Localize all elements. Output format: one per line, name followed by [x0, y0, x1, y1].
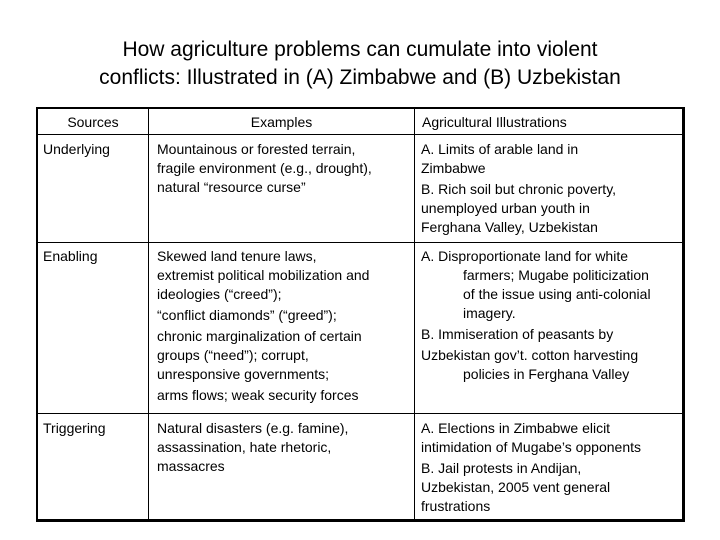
row-divider [38, 413, 682, 414]
row-divider [38, 242, 682, 243]
example-line: Natural disasters (e.g. famine), [157, 420, 349, 436]
conflict-sources-table [36, 107, 685, 522]
header-agricultural-illustrations: Agricultural Illustrations [422, 114, 567, 130]
illustration-paragraph [421, 346, 683, 384]
illustration-line: Zimbabwe [421, 160, 486, 176]
example-line: arms flows; weak security forces [157, 387, 359, 403]
illustration-line: A. Disproportionate land for white [421, 248, 628, 264]
example-line: fragile environment (e.g., drought), [157, 160, 372, 176]
illustration-paragraph [421, 180, 683, 237]
example-line: groups (“need”); corrupt, [157, 347, 309, 363]
title-line-2: conflicts: Illustrated in (A) Zimbabwe and (B) Uzbekistan [99, 66, 621, 89]
illustration-line: A. Elections in Zimbabwe elicit [421, 420, 611, 436]
illustration-line: unemployed urban youth in [421, 200, 590, 216]
example-line: unresponsive governments; [157, 366, 329, 382]
row-source-underlying: Underlying [43, 141, 110, 157]
illustration-line: imagery. [463, 305, 516, 321]
illustration-line: farmers; Mugabe politicization [463, 267, 649, 283]
illustration-line: intimidation of Mugabe’s opponents [421, 439, 642, 455]
illustration-line: Ferghana Valley, Uzbekistan [421, 219, 598, 235]
illustration-line: frustrations [421, 498, 491, 514]
row-examples-triggering [157, 419, 412, 476]
example-paragraph [157, 327, 412, 384]
illustration-paragraph [421, 247, 683, 323]
illustration-line: A. Limits of arable land in [421, 141, 579, 157]
example-line: natural “resource curse” [157, 179, 306, 195]
example-line: Mountainous or forested terrain, [157, 141, 356, 157]
illustration-paragraph [421, 325, 683, 344]
illustration-line: Uzbekistan gov’t. cotton harvesting [421, 347, 639, 363]
example-paragraph [157, 247, 412, 304]
row-illustrations-underlying [421, 140, 683, 237]
example-line: assassination, hate rhetoric, [157, 439, 332, 455]
title-line-1: How agriculture problems can cumulate into violent [122, 38, 598, 61]
example-line: extremist political mobilization and [157, 267, 370, 283]
illustration-line: B. Jail protests in Andijan, [421, 460, 582, 476]
row-examples-underlying [157, 140, 412, 197]
example-line: chronic marginalization of certain [157, 328, 362, 344]
example-line: massacres [157, 458, 225, 474]
row-source-triggering: Triggering [43, 420, 106, 436]
illustration-line: B. Rich soil but chronic poverty, [421, 181, 617, 197]
row-illustrations-triggering [421, 419, 683, 516]
example-line: ideologies (“creed”); [157, 286, 282, 302]
illustration-line: of the issue using anti-colonial [463, 286, 651, 302]
illustration-paragraph [421, 140, 683, 178]
row-illustrations-enabling [421, 247, 683, 384]
example-line: Skewed land tenure laws, [157, 248, 317, 264]
example-line: “conflict diamonds” (“greed”); [157, 307, 337, 323]
row-source-enabling: Enabling [43, 248, 98, 264]
slide-title [0, 36, 720, 92]
example-paragraph [157, 386, 412, 405]
column-divider [148, 109, 149, 519]
illustration-line: Uzbekistan, 2005 vent general [421, 479, 611, 495]
row-divider [38, 134, 682, 135]
illustration-line: B. Immiseration of peasants by [421, 326, 614, 342]
illustration-paragraph [421, 459, 683, 516]
illustration-paragraph [421, 419, 683, 457]
row-examples-enabling [157, 247, 412, 405]
column-divider [414, 109, 415, 519]
header-examples: Examples [250, 114, 313, 130]
header-sources: Sources [67, 114, 119, 130]
illustration-line: policies in Ferghana Valley [463, 366, 630, 382]
example-paragraph [157, 306, 412, 325]
